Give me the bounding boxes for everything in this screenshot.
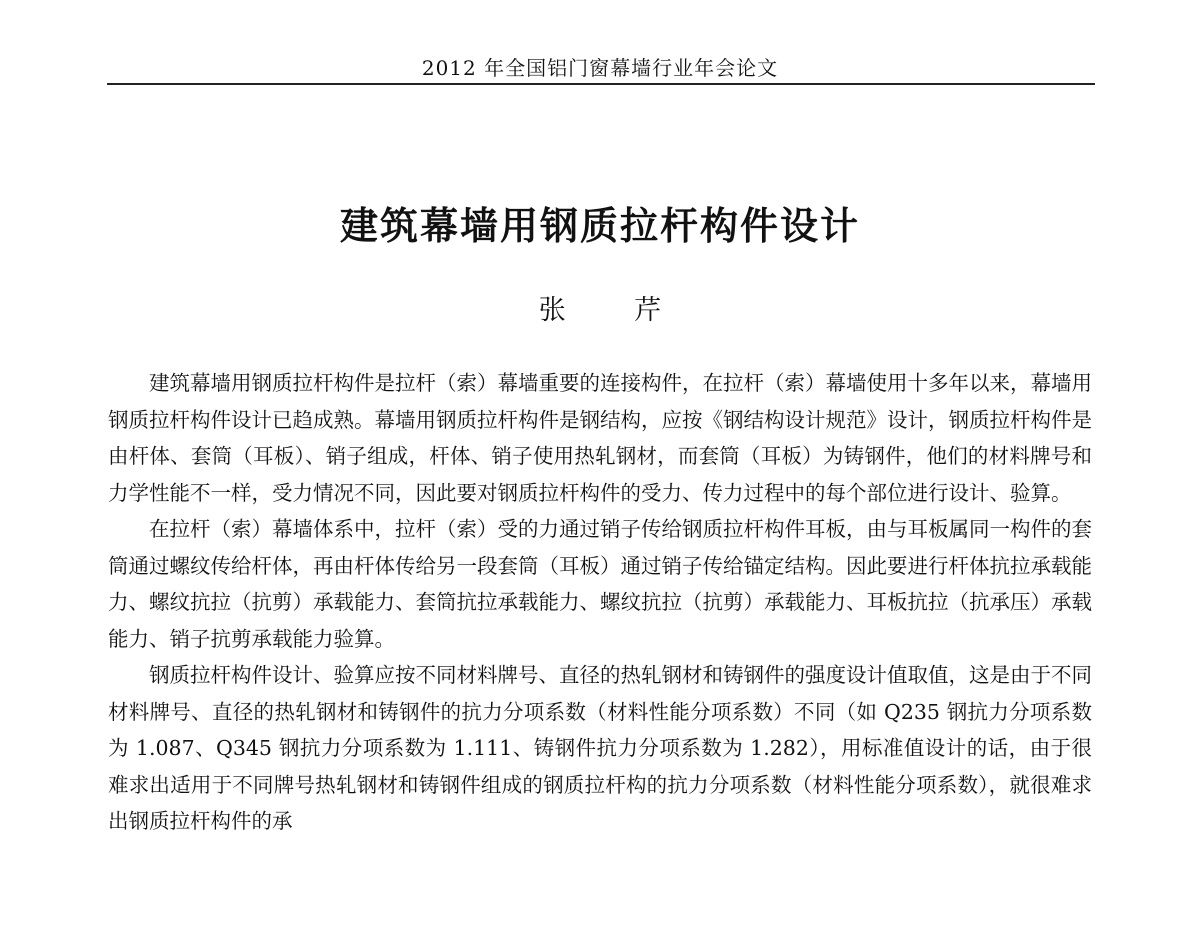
paragraph-3: 钢质拉杆构件设计、验算应按不同材料牌号、直径的热轧钢材和铸钢件的强度设计值取值，这是由于不同材料牌号、直径的热轧钢材和铸钢件的抗力分项系数（材料性能分项系数）不同（如 Q235 钢抗力分项系数为 1.087、Q345 钢抗力分项系数为 1.111、铸钢件抗力分项系数为 1.282），用标准值设计的话，由于很难求出适用于不同牌号热轧钢材和铸钢件组成的钢质拉杆构的抗力分项系数（材料性能分项系数），就很难求出钢质拉杆构件的承 — [108, 663, 1092, 833]
paragraph-2: 在拉杆（索）幕墙体系中，拉杆（索）受的力通过销子传给钢质拉杆构件耳板，由与耳板属同一构件的套筒通过螺纹传给杆体，再由杆体传给另一段套筒（耳板）通过销子传给锚定结构。因此要进行杆体抗拉承载能力、螺纹抗拉（抗剪）承载能力、套筒抗拉承载能力、螺纹抗拉（抗剪）承载能力、耳板抗拉（抗承压）承载能力、销子抗剪承载能力验算。 — [108, 517, 1092, 651]
running-header: 2012 年全国铝门窗幕墙行业年会论文 — [421, 56, 779, 80]
paper-author: 张 芹 — [538, 295, 692, 326]
body-text — [108, 365, 1092, 840]
paragraph-1: 建筑幕墙用钢质拉杆构件是拉杆（索）幕墙重要的连接构件，在拉杆（索）幕墙使用十多年以来，幕墙用钢质拉杆构件设计已趋成熟。幕墙用钢质拉杆构件是钢结构，应按《钢结构设计规范》设计，钢质拉杆构件是由杆体、套筒（耳板）、销子组成，杆体、销子使用热轧钢材，而套筒（耳板）为铸钢件，他们的材料牌号和力学性能不一样，受力情况不同，因此要对钢质拉杆构件的受力、传力过程中的每个部位进行设计、验算。 — [108, 371, 1092, 505]
paper-title: 建筑幕墙用钢质拉杆构件设计 — [339, 204, 860, 248]
header-rule — [107, 83, 1095, 85]
